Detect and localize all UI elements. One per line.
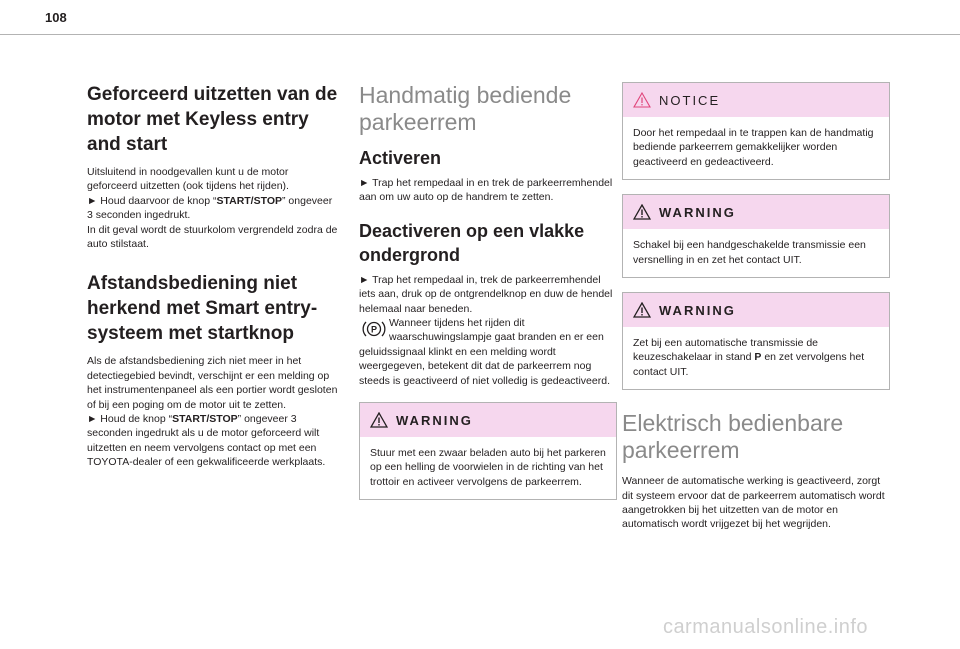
- subheading-deactivate: Deactiveren op een vlakke ondergrond: [359, 220, 585, 265]
- column-2: [359, 82, 617, 500]
- warning-triangle-icon: [633, 204, 651, 220]
- column-3: [622, 82, 890, 532]
- warning-text: Stuur met een zwaar beladen auto bij het parkeren op een helling de voorwielen in de richting van het trottoir en activeer vervolgens de parkeerrem.: [370, 447, 606, 488]
- heading-electric-parking-brake: Elektrisch bedienbare parkeerrem: [622, 410, 844, 464]
- column-1: [87, 82, 339, 470]
- heading-forced-stop: Geforceerd uitzetten van de motor met Keyless entry and start: [87, 84, 338, 155]
- heading-remote-not-detected: Afstandsbediening niet herkend met Smart entry-systeem met startknop: [87, 273, 318, 345]
- warning-text: Schakel bij een handgeschakelde transmissie een versnelling in en zet het contact UIT.: [633, 239, 866, 266]
- notice-header: [623, 83, 889, 117]
- warning-title: WARNING: [659, 302, 736, 318]
- paragraph: ► Houd daarvoor de knop “START/STOP” ongeveer 3 seconden ingedrukt.: [87, 194, 333, 222]
- notice-box: [622, 82, 890, 180]
- warning-box: [359, 402, 617, 500]
- page-number: 108: [45, 10, 67, 25]
- svg-text:P: P: [370, 324, 378, 335]
- warning-box: [622, 292, 890, 390]
- warning-triangle-icon: [633, 302, 651, 318]
- subheading-activate: Activeren: [359, 148, 442, 168]
- paragraph: Wanneer de automatische werking is geactiveerd, zorgt dit systeem ervoor dat de parkeerrem automatisch wordt aangetrokken bij het uitzetten van de motor en automatisch wordt vrijgezet bij het wegrijden.: [622, 475, 885, 531]
- paragraph: Uitsluitend in noodgevallen kunt u de motor geforceerd uitzetten (ook tijdens het rijden).: [87, 166, 289, 193]
- paragraph: ► Trap het rempedaal in, trek de parkeerremhendel iets aan, druk op de ontgrendelknop en duw de hendel helemaal naar beneden.: [359, 273, 613, 315]
- notice-title: NOTICE: [659, 92, 721, 108]
- warning-header: [623, 195, 889, 229]
- top-divider: [0, 34, 960, 35]
- warning-text: Zet bij een automatische transmissie de keuzeschakelaar in stand P en zet vervolgens het contact UIT.: [633, 337, 865, 378]
- warning-title: WARNING: [396, 412, 473, 428]
- watermark: carmanualsonline.info: [662, 616, 868, 638]
- paragraph: ► Houd de knop “START/STOP” ongeveer 3 seconden ingedrukt als u de motor geforceerd wilt uitzetten en neem vervolgens contact op met een TOYOTA-dealer of een gekwalificeerde werkplaats.: [87, 413, 326, 469]
- notice-triangle-icon: [633, 92, 651, 108]
- warning-header: [623, 293, 889, 327]
- paragraph: ► Trap het rempedaal in en trek de parkeerremhendel aan om uw auto op de handrem te zetten.: [359, 177, 613, 204]
- warning-box: [622, 194, 890, 278]
- warning-header: [360, 403, 616, 437]
- paragraph: In dit geval wordt de stuurkolom vergrendeld zodra de auto stilstaat.: [87, 223, 338, 251]
- paragraph: P Wanneer tijdens het rijden dit waarschuwingslampje gaat branden en er een geluidssignaal klinkt en een melding wordt weergegeven, betekent dit dat de parkeerrem nog steeds is geactiveerd of niet volledig is gedeactiveerd.: [359, 317, 610, 387]
- warning-title: WARNING: [659, 204, 736, 220]
- brake-warning-lamp-icon: [359, 318, 389, 340]
- warning-triangle-icon: [370, 412, 388, 428]
- notice-text: Door het rempedaal in te trappen kan de handmatig bediende parkeerrem gemakkelijker worden geactiveerd en gedeactiveerd.: [633, 127, 874, 168]
- paragraph: Als de afstandsbediening zich niet meer in het detectiegebied bevindt, verschijnt er een melding op het instrumentenpaneel als een portier wordt gesloten of bij een poging om de motor uit te zetten.: [87, 355, 338, 411]
- heading-manual-parking-brake: Handmatig bediende parkeerrem: [359, 82, 572, 135]
